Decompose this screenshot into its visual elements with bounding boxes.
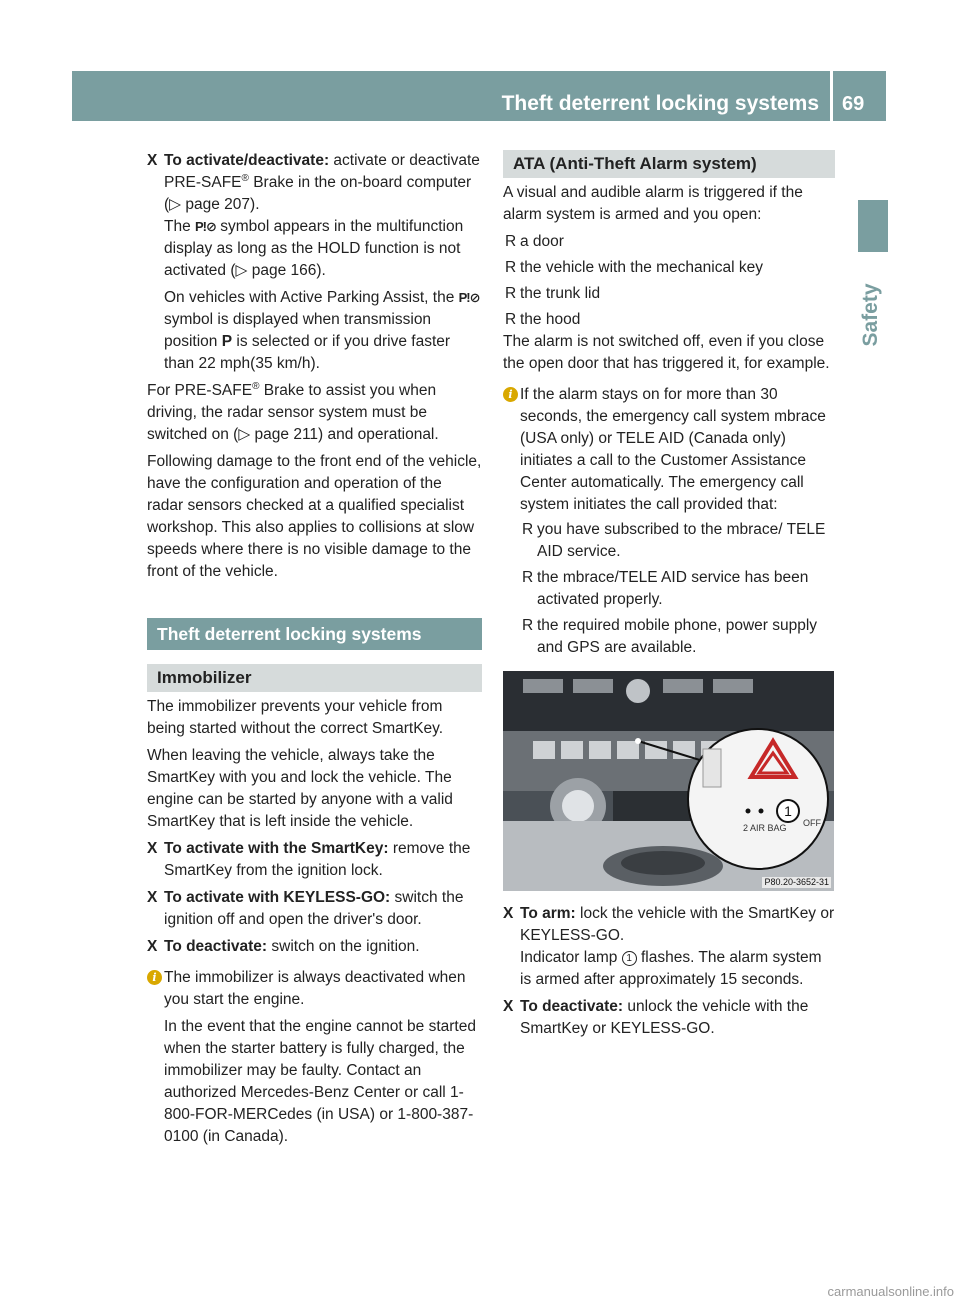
page-title: Theft deterrent locking systems	[501, 92, 819, 115]
panel-label: OFF	[803, 818, 821, 828]
page-number: 69	[842, 93, 865, 115]
info-icon: i	[503, 387, 518, 402]
paragraph: When leaving the vehicle, always take the SmartKey with you and lock the vehicle. The engine can be started by anyone with a valid SmartKey that is left inside the vehicle.	[147, 747, 453, 830]
paragraph: For PRE-SAFE® Brake to assist you when driving, the radar sensor system must be switched on (▷ page 211) and operational.	[147, 380, 439, 443]
left-column	[147, 150, 482, 1153]
step-detail: The P!⊘ symbol appears in the multifunction display as long as the HOLD function is not activated (▷ page 166).	[164, 218, 464, 279]
subsection-heading: ATA (Anti-Theft Alarm system)	[503, 150, 835, 178]
step-activate-deactivate: X To activate/deactivate: activate or deactivate PRE-SAFE® Brake in the on-board computer (▷ page 207). The P!⊘ symbol appears in the multifunction display as long as the HOLD function is not activated (▷ page 166). On vehicles with Active Parking Assist, the P!⊘ symbol is displayed when transmission position P is selected or if you drive faster than 22 mph(35 km/h).	[147, 150, 482, 375]
header-divider	[830, 71, 833, 121]
paragraph: Following damage to the front end of the vehicle, have the configuration and operation of the radar sensors checked at a qualified specialist workshop. This also applies to collisions at slow speeds where there is no visible damage to the front of the vehicle.	[147, 453, 482, 580]
list-item: R the vehicle with the mechanical key	[505, 259, 763, 276]
right-column	[503, 150, 835, 1045]
step-marker-icon: X	[503, 905, 514, 922]
callout-number: 1	[784, 803, 792, 819]
info-icon: i	[147, 970, 162, 985]
dashboard-illustration	[503, 671, 834, 891]
step-item: X To deactivate: unlock the vehicle with the SmartKey or KEYLESS-GO.	[503, 998, 809, 1037]
brake-hold-symbol-icon: P!⊘	[458, 290, 480, 305]
subsection-heading: Immobilizer	[147, 664, 482, 692]
list-item: R you have subscribed to the mbrace/ TELE AID service.	[522, 521, 826, 560]
step-marker-icon: X	[147, 889, 158, 906]
footer-watermark: carmanualsonline.info	[827, 1284, 954, 1299]
panel-label: 2 AIR BAG	[743, 823, 787, 833]
photo-caption: P80.20-3652-31	[764, 877, 829, 887]
step-marker-icon: X	[147, 938, 158, 955]
step-item: X To deactivate: switch on the ignition.	[147, 936, 482, 958]
list-item: R the mbrace/TELE AID service has been activated properly.	[522, 569, 809, 608]
list-item: R the trunk lid	[505, 285, 601, 302]
alarm-indicator-photo	[503, 671, 834, 891]
side-tab-marker	[858, 200, 888, 252]
step-item: X To activate with KEYLESS-GO: switch the ignition off and open the driver's door.	[147, 889, 464, 928]
step-detail: Indicator lamp 1 flashes. The alarm system is armed after approximately 15 seconds.	[520, 949, 822, 988]
step-item: X To activate with the SmartKey: remove the SmartKey from the ignition lock.	[147, 840, 471, 879]
list-item: R the hood	[505, 311, 581, 328]
section-heading: Theft deterrent locking systems	[147, 618, 482, 650]
paragraph: The immobilizer prevents your vehicle from being started without the correct SmartKey.	[147, 698, 444, 737]
paragraph: The alarm is not switched off, even if you close the open door that has triggered it, for example.	[503, 333, 830, 372]
step-detail-parking: On vehicles with Active Parking Assist, the P!⊘ symbol is displayed when transmission position P is selected or if you drive faster than 22 mph(35 km/h).	[164, 289, 480, 372]
list-item: R the required mobile phone, power supply and GPS are available.	[522, 617, 818, 656]
info-note: i If the alarm stays on for more than 30 seconds, the emergency call system mbrace (USA only) or TELE AID (Canada only) initiates a call to the Customer Assistance Center automatically. The emergency call system initiates the call provided that:	[503, 384, 835, 516]
paragraph: A visual and audible alarm is triggered if the alarm system is armed and you open:	[503, 184, 803, 223]
info-note: i The immobilizer is always deactivated when you start the engine. In the event that the engine cannot be started when the starter battery is fully charged, the immobilizer may be faulty. Contact an authorized Mercedes-Benz Center or call 1-800-FOR-MERCedes (in USA) or 1-800-387-0100 (in Canada).	[147, 967, 482, 1148]
list-item: R a door	[505, 233, 564, 250]
brake-hold-symbol-icon: P!⊘	[195, 219, 216, 234]
step-marker-icon: X	[147, 152, 158, 169]
step-marker-icon: X	[147, 840, 158, 857]
step-marker-icon: X	[503, 998, 514, 1015]
side-tab-label: Safety	[859, 283, 882, 347]
step-item: X To arm: lock the vehicle with the SmartKey or KEYLESS-GO. Indicator lamp 1 flashes. The alarm system is armed after approximately 15 seconds.	[503, 903, 835, 991]
indicator-number-icon: 1	[622, 951, 637, 966]
